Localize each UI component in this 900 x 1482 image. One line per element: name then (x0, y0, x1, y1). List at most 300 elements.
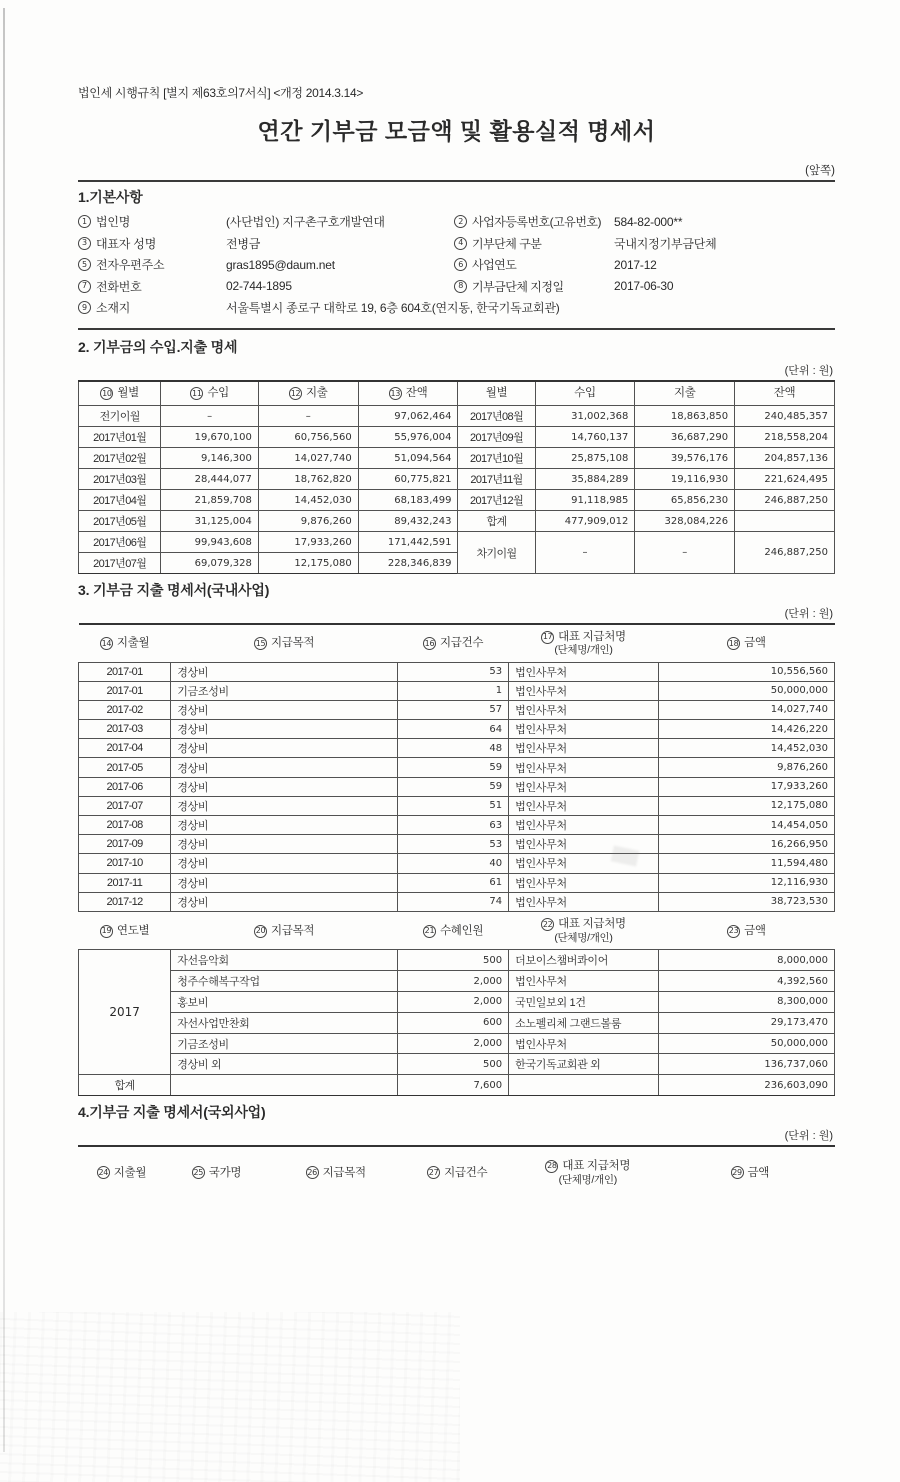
column-header-text (409, 1165, 504, 1180)
circled-number: 13 (389, 387, 402, 400)
header-row (79, 381, 835, 406)
column-header (509, 624, 659, 662)
amount-cell: 14,426,220 (658, 720, 834, 739)
scan-noise (0, 1312, 460, 1482)
column-header-title: 대표 지급처명 (562, 1160, 631, 1173)
column-header (509, 912, 659, 950)
payee-cell: 법인사무처 (509, 835, 659, 854)
month-cell: 2017년01월 (79, 427, 161, 448)
income-expense-header (79, 381, 835, 406)
unit-label: (단위 : 원) (784, 364, 833, 377)
column-header (171, 912, 398, 950)
field-label (78, 278, 226, 295)
column-header-label (254, 924, 314, 938)
amount-cell: 14,452,030 (658, 739, 834, 758)
amount-cell: 8,000,000 (658, 950, 834, 971)
total-row (79, 1075, 835, 1096)
column-header-label (674, 386, 696, 400)
circled-number: 29 (731, 1166, 744, 1179)
column-header (398, 624, 509, 662)
month-cell: 전기이월 (79, 406, 161, 427)
amount-cell: 14,454,050 (658, 816, 834, 835)
income-cell: 31,125,004 (161, 511, 259, 532)
purpose-cell: 경상비 (171, 873, 398, 892)
circled-number: 26 (306, 1166, 319, 1179)
column-header (165, 1146, 268, 1198)
circled-number: 19 (100, 925, 113, 938)
section2-title: 2. 기부금의 수입.지출 명세 (78, 338, 238, 355)
amount-cell: 16,266,950 (658, 835, 834, 854)
payee-cell: 법인사무처 (509, 681, 659, 700)
expense-month-cell: 2017-01 (79, 681, 171, 700)
column-header-label (389, 386, 428, 400)
section1-title: 1.기본사항 (78, 189, 143, 205)
column-header-text (171, 1165, 262, 1180)
amount-cell: 50,000,000 (658, 1033, 834, 1054)
income-cell: 21,859,708 (161, 490, 259, 511)
balance-cell: 60,775,821 (358, 469, 458, 490)
expense-cell: – (258, 406, 358, 427)
balance-cell: 68,183,499 (358, 490, 458, 511)
field-label (454, 235, 614, 252)
column-header-text (515, 917, 653, 945)
column-header-title: 지급목적 (270, 924, 315, 937)
balance-cell: 246,887,250 (735, 490, 835, 511)
field-value: 584-82-000** (614, 214, 683, 229)
beneficiary-count-cell: 2,000 (398, 1033, 509, 1054)
table-row (79, 662, 835, 681)
column-header-label (727, 924, 766, 938)
field-label-text: 사업자등록번호(고유번호) (472, 215, 602, 230)
purpose-cell: 기금조성비 (171, 681, 398, 700)
beneficiary-count-cell: 500 (398, 950, 509, 971)
circled-number: 6 (454, 258, 467, 271)
count-cell: 48 (398, 739, 509, 758)
column-header-text (274, 1165, 398, 1180)
circled-number: 22 (541, 918, 554, 931)
expense-month-cell: 2017-12 (79, 892, 171, 911)
income-cell: 69,079,328 (161, 553, 259, 574)
column-header-title: 연도별 (116, 924, 150, 937)
expense-cell: 14,027,740 (258, 448, 358, 469)
field-label-text: 법인명 (96, 215, 131, 230)
field-label-text: 기부단체 구분 (472, 236, 542, 251)
beneficiary-count-cell: 600 (398, 1012, 509, 1033)
circled-number: 17 (541, 631, 554, 644)
field-value: 2017-12 (614, 257, 657, 272)
column-header-label (100, 924, 149, 938)
column-header-text (177, 923, 392, 938)
purpose-cell: 기금조성비 (171, 1033, 398, 1054)
year-cell: 2017 (79, 950, 171, 1075)
amount-cell: 4,392,560 (658, 971, 834, 992)
column-header-text (641, 386, 728, 400)
domestic-monthly-expense-table (78, 623, 835, 912)
amount-cell: 17,933,260 (658, 777, 834, 796)
column-header-label (423, 636, 483, 650)
balance-cell: 89,432,243 (358, 511, 458, 532)
expense-month-cell: 2017-08 (79, 816, 171, 835)
basic-field (454, 254, 835, 276)
table-row (79, 854, 835, 873)
expense-cell: 18,762,820 (258, 469, 358, 490)
total-count-cell: 7,600 (398, 1075, 509, 1096)
field-label (78, 299, 226, 316)
circled-number: 7 (78, 280, 91, 293)
month-cell: 2017년09월 (458, 427, 535, 448)
table-row (79, 1012, 835, 1033)
amount-cell: 8,300,000 (658, 992, 834, 1013)
column-header (79, 624, 171, 662)
column-header-text (664, 923, 828, 938)
purpose-cell: 홍보비 (171, 992, 398, 1013)
payee-cell: 법인사무처 (509, 854, 659, 873)
expense-cell: 328,084,226 (635, 511, 735, 532)
purpose-cell: 경상비 (171, 758, 398, 777)
payee-cell: 법인사무처 (509, 739, 659, 758)
purpose-cell: 경상비 (171, 739, 398, 758)
column-header-text (515, 629, 653, 657)
circled-number: 18 (727, 637, 740, 650)
expense-month-cell: 2017-07 (79, 796, 171, 815)
domestic-yearly-expense-table (78, 912, 835, 1096)
column-header-text (85, 923, 165, 938)
column-header-label (190, 386, 229, 400)
table-row (79, 511, 835, 532)
income-cell: – (535, 532, 635, 574)
table-row (79, 777, 835, 796)
table-row (79, 992, 835, 1013)
carryover-label-cell: 차기이월 (458, 532, 535, 574)
column-header-label (423, 924, 483, 938)
amount-cell: 14,027,740 (658, 700, 834, 719)
column-header (79, 912, 171, 950)
column-header (78, 1146, 165, 1198)
expense-cell: 14,452,030 (258, 490, 358, 511)
count-cell: 40 (398, 854, 509, 873)
expense-cell: 39,576,176 (635, 448, 735, 469)
column-header-label (574, 386, 596, 400)
field-label (78, 213, 226, 230)
header-row (78, 1146, 835, 1198)
amount-cell: 50,000,000 (658, 681, 834, 700)
month-cell: 2017년12월 (458, 490, 535, 511)
payee-cell: 한국기독교회관 외 (509, 1054, 659, 1075)
count-cell: 59 (398, 758, 509, 777)
column-header-title: 지출월 (116, 637, 150, 650)
expense-cell: – (635, 532, 735, 574)
column-header (665, 1146, 835, 1198)
column-header-label (486, 386, 508, 400)
payee-cell: 법인사무처 (509, 892, 659, 911)
table-row (79, 490, 835, 511)
field-label-text: 소재지 (96, 301, 131, 316)
table-row (79, 700, 835, 719)
month-cell: 2017년03월 (79, 469, 161, 490)
circled-number: 10 (100, 387, 113, 400)
payee-cell: 국민일보외 1건 (509, 992, 659, 1013)
field-label-text: 전자우편주소 (96, 258, 165, 273)
column-header-title: 잔액 (405, 387, 428, 400)
field-value: 02-744-1895 (226, 279, 292, 294)
purpose-cell: 경상비 외 (171, 1054, 398, 1075)
field-label (78, 235, 226, 252)
circled-number: 9 (78, 301, 91, 314)
table-row (79, 469, 835, 490)
basic-field (454, 211, 835, 233)
column-header-text (84, 1165, 159, 1180)
column-header (79, 381, 161, 406)
column-header-title: 지출월 (113, 1166, 147, 1179)
basic-field (78, 276, 454, 298)
payee-cell: 법인사무처 (509, 720, 659, 739)
amount-cell: 38,723,530 (658, 892, 834, 911)
beneficiary-count-cell: 2,000 (398, 971, 509, 992)
count-cell: 51 (398, 796, 509, 815)
circled-number: 20 (254, 925, 267, 938)
purpose-cell: 경상비 (171, 796, 398, 815)
column-header-title: 지급건수 (439, 637, 484, 650)
column-header (161, 381, 259, 406)
circled-number: 21 (423, 925, 436, 938)
payee-cell: 법인사무처 (509, 873, 659, 892)
income-cell: 35,884,289 (535, 469, 635, 490)
column-header-title: 지급목적 (322, 1166, 366, 1179)
expense-cell: 17,933,260 (258, 532, 358, 553)
circled-number: 11 (190, 387, 203, 400)
column-header (403, 1146, 510, 1198)
column-header-title: 수입 (207, 387, 229, 400)
column-header-text (85, 636, 165, 651)
amount-cell: 10,556,560 (658, 662, 834, 681)
column-header-label (541, 630, 626, 644)
income-cell: 14,760,137 (535, 427, 635, 448)
regulation-reference: 법인세 시행규칙 [별지 제63호의7서식] <개정 2014.3.14> (78, 86, 364, 100)
table-row (79, 1054, 835, 1075)
domestic-yearly-header (79, 912, 835, 950)
column-header (735, 381, 835, 406)
overseas-header (78, 1146, 835, 1198)
field-label (78, 256, 226, 273)
table-row (79, 681, 835, 700)
column-header-title: 지출 (305, 387, 328, 400)
column-header-label (774, 386, 796, 400)
amount-cell: 136,737,060 (658, 1054, 834, 1075)
month-cell: 2017년11월 (458, 469, 535, 490)
expense-month-cell: 2017-11 (79, 873, 171, 892)
field-value: (사단법인) 지구촌구호개발연대 (226, 215, 385, 230)
table-row (79, 816, 835, 835)
column-header (658, 912, 834, 950)
month-cell: 2017년05월 (79, 511, 161, 532)
field-value: 2017-06-30 (614, 279, 674, 294)
column-header-title: 국가명 (208, 1166, 242, 1179)
column-header-label (254, 636, 314, 650)
circled-number: 2 (454, 215, 467, 228)
table-row (79, 448, 835, 469)
column-header-title: 금액 (744, 924, 766, 937)
column-header-text (365, 386, 452, 401)
expense-month-cell: 2017-09 (79, 835, 171, 854)
table-row (79, 835, 835, 854)
column-header (358, 381, 458, 406)
table-row (79, 427, 835, 448)
basic-field (78, 211, 454, 233)
table-row (79, 873, 835, 892)
income-cell: 31,002,368 (535, 406, 635, 427)
column-header-title: 대표 지급처명 (558, 918, 626, 931)
column-header-text (517, 1158, 659, 1186)
field-label-text: 사업연도 (472, 258, 517, 273)
purpose-cell: 경상비 (171, 700, 398, 719)
payee-cell: 법인사무처 (509, 700, 659, 719)
table-row (79, 1033, 835, 1054)
month-cell: 2017년10월 (458, 448, 535, 469)
circled-number: 16 (423, 637, 436, 650)
field-value: 국내지정기부금단체 (614, 236, 717, 251)
field-value: gras1895@daum.net (226, 257, 335, 272)
table-row (79, 758, 835, 777)
total-amount-cell: 236,603,090 (658, 1075, 834, 1096)
expense-cell: 60,756,560 (258, 427, 358, 448)
column-header-title: 수입 (574, 387, 596, 400)
circled-number: 5 (78, 258, 91, 271)
circled-number: 8 (454, 280, 467, 293)
circled-number: 1 (78, 215, 91, 228)
income-cell: 9,146,300 (161, 448, 259, 469)
column-header (511, 1146, 665, 1198)
expense-month-cell: 2017-05 (79, 758, 171, 777)
amount-cell: 12,175,080 (658, 796, 834, 815)
balance-cell: 218,558,204 (735, 427, 835, 448)
month-cell: 2017년08월 (458, 406, 535, 427)
income-cell: 28,444,077 (161, 469, 259, 490)
column-header-title: 금액 (747, 1166, 770, 1179)
balance-cell (735, 511, 835, 532)
column-header-text (464, 386, 528, 400)
circled-number: 14 (100, 637, 113, 650)
column-header (171, 624, 398, 662)
income-cell: 477,909,012 (535, 511, 635, 532)
amount-cell: 29,173,470 (658, 1012, 834, 1033)
purpose-cell: 경상비 (171, 662, 398, 681)
purpose-cell: 경상비 (171, 720, 398, 739)
unit-label: (단위 : 원) (784, 608, 833, 620)
table-row (79, 532, 835, 553)
field-label-text: 기부금단체 지정일 (472, 279, 564, 294)
column-header (535, 381, 635, 406)
count-cell: 74 (398, 892, 509, 911)
column-header-title: 수혜인원 (439, 924, 484, 937)
month-cell: 2017년02월 (79, 448, 161, 469)
column-header-text (671, 1165, 829, 1180)
column-header-sub: (단체명/개인) (558, 1173, 617, 1186)
amount-cell: 12,116,930 (658, 873, 834, 892)
header-row (79, 624, 835, 662)
column-header-title: 대표 지급처명 (558, 630, 626, 643)
income-cell: 91,118,985 (535, 490, 635, 511)
table-row (79, 406, 835, 427)
balance-cell: 204,857,136 (735, 448, 835, 469)
table-row (79, 892, 835, 911)
circled-number: 25 (192, 1166, 205, 1179)
payee-cell: 법인사무처 (509, 971, 659, 992)
domestic-yearly-body (79, 950, 835, 1096)
basic-field (78, 297, 835, 319)
column-header-text (167, 386, 252, 401)
balance-cell: 228,346,839 (358, 553, 458, 574)
month-cell: 합계 (458, 511, 535, 532)
balance-cell: 51,094,564 (358, 448, 458, 469)
domestic-monthly-body (79, 662, 835, 911)
count-cell: 53 (398, 662, 509, 681)
count-cell: 64 (398, 720, 509, 739)
payee-cell: 법인사무처 (509, 777, 659, 796)
field-value: 서울특별시 종로구 대학로 19, 6층 604호(연지동, 한국기독교회관) (226, 301, 560, 316)
purpose-cell: 경상비 (171, 816, 398, 835)
expense-month-cell: 2017-04 (79, 739, 171, 758)
column-header-label (192, 1166, 241, 1180)
month-cell: 2017년06월 (79, 532, 161, 553)
income-cell: 25,875,108 (535, 448, 635, 469)
expense-month-cell: 2017-06 (79, 777, 171, 796)
circled-number: 27 (427, 1166, 440, 1179)
income-cell: – (161, 406, 259, 427)
basic-info-grid (78, 211, 835, 319)
column-header-title: 월별 (485, 387, 508, 400)
column-header-title: 지출 (673, 387, 696, 400)
payee-cell: 법인사무처 (509, 816, 659, 835)
purpose-cell: 경상비 (171, 892, 398, 911)
balance-cell: 240,485,357 (735, 406, 835, 427)
column-header-text (265, 386, 352, 401)
column-header-text (404, 923, 503, 938)
column-header-text (85, 386, 154, 401)
amount-cell: 11,594,480 (658, 854, 834, 873)
count-cell: 57 (398, 700, 509, 719)
expense-month-cell: 2017-03 (79, 720, 171, 739)
circled-number: 28 (545, 1160, 558, 1173)
column-header-label (545, 1159, 630, 1173)
circled-number: 23 (727, 925, 740, 938)
expense-cell: 65,856,230 (635, 490, 735, 511)
purpose-cell: 자선음악회 (171, 950, 398, 971)
column-header-label (97, 1166, 146, 1180)
payee-cell: 법인사무처 (509, 758, 659, 777)
field-value: 전병금 (226, 236, 261, 251)
field-label-text: 대표자 성명 (96, 236, 157, 251)
circled-number: 3 (78, 237, 91, 250)
payee-cell: 더보이스챔버콰이어 (509, 950, 659, 971)
basic-field (454, 233, 835, 255)
basic-field (78, 254, 454, 276)
column-header (635, 381, 735, 406)
purpose-cell: 경상비 (171, 835, 398, 854)
column-header-label (100, 636, 149, 650)
column-header-label (541, 917, 626, 931)
payee-cell: 법인사무처 (509, 1033, 659, 1054)
payee-cell: 법인사무처 (509, 662, 659, 681)
basic-field (78, 233, 454, 255)
table-row (79, 796, 835, 815)
column-header (658, 624, 834, 662)
column-header-title: 지급목적 (270, 637, 315, 650)
basic-field (454, 276, 835, 298)
column-header-label (727, 636, 766, 650)
section-basic-info (78, 180, 835, 330)
column-header-sub: (단체명/개인) (554, 644, 613, 657)
field-label (454, 256, 614, 273)
